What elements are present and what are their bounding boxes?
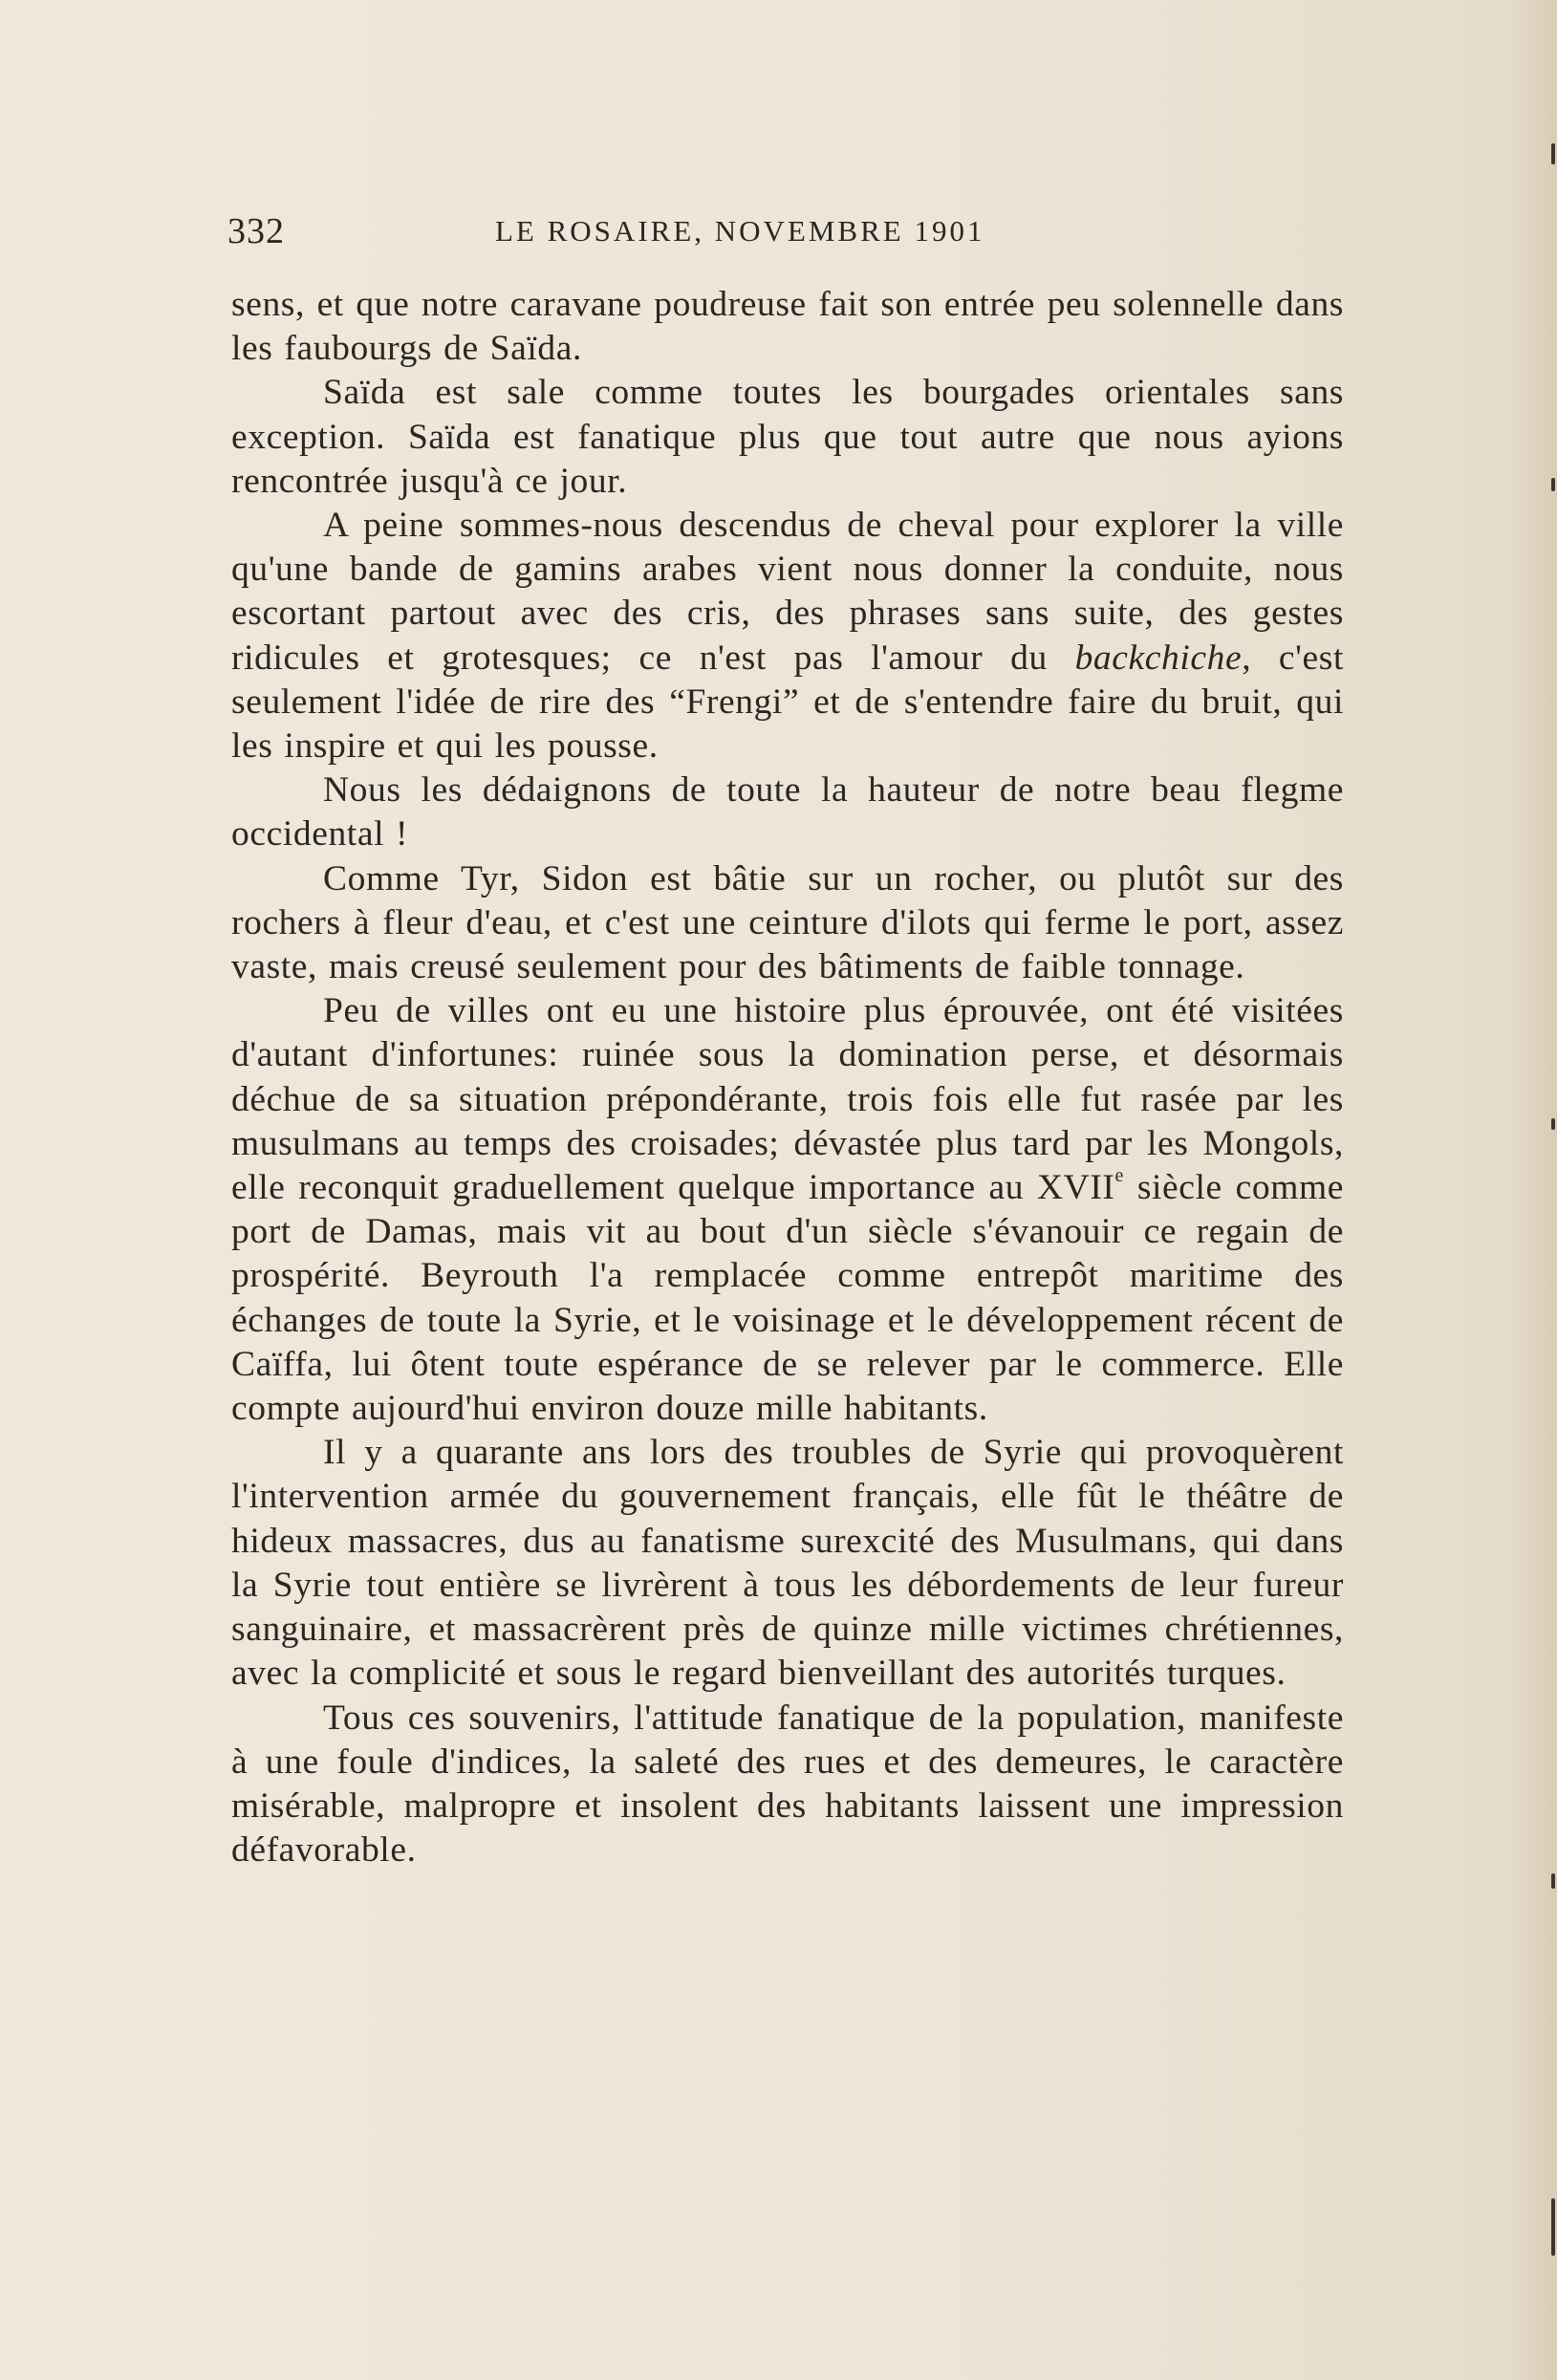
page-edge-mark — [1551, 143, 1555, 164]
paragraph: Saïda est sale comme toutes les bourgades orientales sans exception. Saïda est fanatique plus que tout autre que nous ayions rencontrée jusqu'à ce jour. — [231, 373, 1344, 501]
page-edge-mark — [1551, 478, 1555, 491]
italic-word: backchiche — [1074, 638, 1243, 678]
paragraph — [231, 504, 1344, 768]
paragraph: Comme Tyr, Sidon est bâtie sur un rocher, ou plutôt sur des rochers à fleur d'eau, et c'est une ceinture d'ilots qui ferme le port, assez vaste, mais creusé seulement pour des bâtiments de faible tonnage. — [231, 858, 1344, 987]
paragraph-text: , c'est seulement l'idée de rire des “Frengi” et de s'entendre faire du bruit, qui les inspire et qui les pousse. — [231, 638, 1344, 767]
body-text — [231, 283, 1344, 1872]
paragraph — [231, 989, 1344, 1431]
paragraph: Il y a quarante ans lors des troubles de Syrie qui provoquèrent l'intervention armée du gouvernement français, elle fût le théâtre de hideux massacres, dus au fanatisme surexcité des Musulmans, qui dans la Syrie tout entière se livrèrent à tous les débordements de leur fureur sanguinaire, et massacrèrent près de quinze mille victimes chrétiennes, avec la complicité et sous le regard bienveillant des autorités turques. — [231, 1433, 1344, 1694]
paragraph-text: Peu de villes ont eu une histoire plus éprouvée, ont été visitées d'autant d'infortunes: ruinée sous la domination perse, et désormais déchue de sa situation prépondérante, trois fois elle fut rasée par les musulmans au temps des croisades; dévastée plus tard par les Mongols, elle reconquit graduellement quelque importance au XVII — [231, 991, 1344, 1208]
page-edge-mark — [1551, 1873, 1555, 1889]
page-edge-mark — [1551, 2198, 1555, 2256]
running-head: LE ROSAIRE, NOVEMBRE 1901 — [495, 214, 985, 248]
page-edge-mark — [1551, 1118, 1555, 1130]
paragraph: Nous les dédaignons de toute la hauteur de notre beau flegme occidental ! — [231, 770, 1344, 855]
paragraph: Tous ces souvenirs, l'attitude fanatique de la population, manifeste à une foule d'indices, la saleté des rues et des demeures, le caractère misérable, malpropre et insolent des habitants laissent une impression défavorable. — [231, 1698, 1344, 1871]
century-superscript: e — [1114, 1165, 1124, 1187]
page-header — [227, 210, 1355, 258]
paragraph-text: siècle comme port de Damas, mais vit au bout d'un siècle s'évanouir ce regain de prospérité. Beyrouth l'a remplacée comme entrepôt maritime des échanges de toute la Syrie, et le voisinage et le développement récent de Caïffa, lui ôtent toute espérance de se relever par le commerce. Elle compte aujourd'hui environ douze mille habitants. — [231, 1168, 1344, 1429]
page-number: 332 — [227, 211, 285, 251]
paragraph-text: A peine sommes-nous descendus de cheval pour explorer la ville qu'une bande de gamins arabes vient nous donner la conduite, nous escortant partout avec des cris, des phrases sans suite, des gestes ridicules et grotesques; ce n'est pas l'amour du — [231, 506, 1344, 678]
paragraph: sens, et que notre caravane poudreuse fait son entrée peu solennelle dans les faubourgs de Saïda. — [231, 285, 1344, 369]
